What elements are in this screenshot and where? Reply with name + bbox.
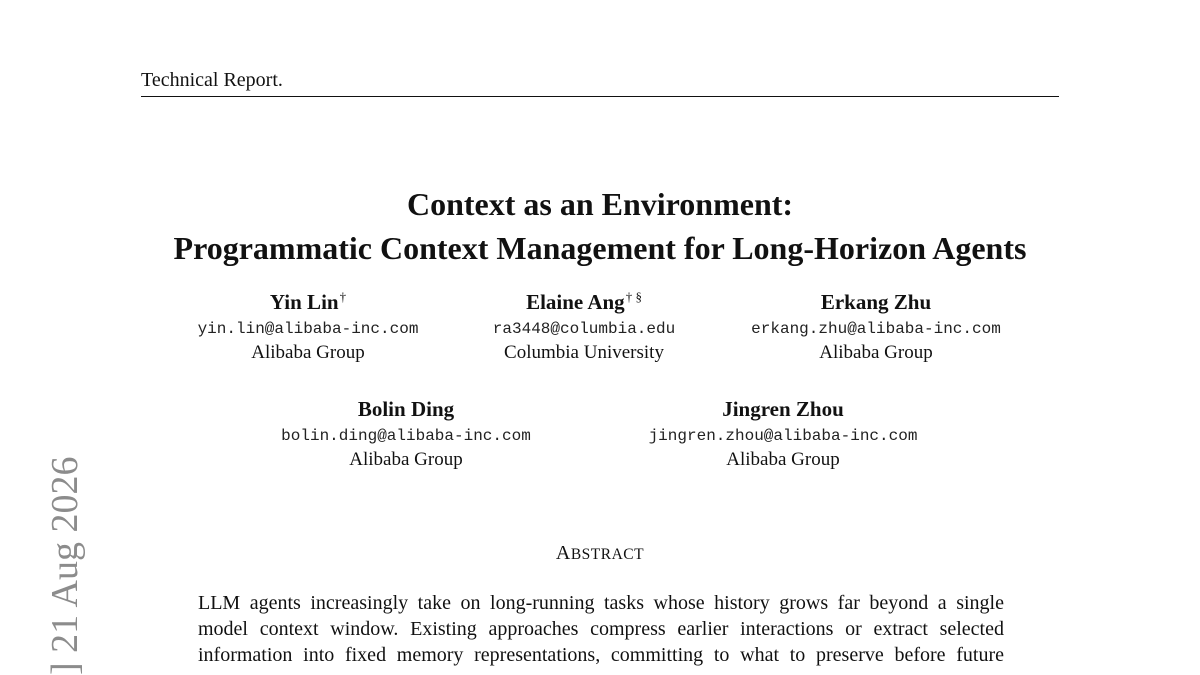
author-name: [246, 397, 566, 421]
author-name-text: Erkang Zhu: [820, 290, 932, 314]
author-email[interactable]: yin.lin@alibaba-inc.com: [197, 320, 419, 338]
author-footnote-marks: † §: [625, 289, 642, 304]
author-email[interactable]: jingren.zhou@alibaba-inc.com: [648, 427, 918, 445]
author-name: [623, 397, 943, 421]
arxiv-date-stamp: ] 21 Aug 2026: [44, 456, 86, 675]
abstract-heading: [0, 541, 1200, 567]
author-name-text: Elaine Ang: [526, 290, 625, 314]
running-header: Technical Report.: [141, 69, 283, 91]
abstract-heading-initial: A: [555, 542, 571, 564]
header-rule: [141, 96, 1059, 97]
abstract-body: [198, 590, 1004, 668]
paper-title-line-1: Context as an Environment:: [406, 186, 794, 222]
abstract-line: information into fixed memory representations, committing to what to preserve before future: [198, 644, 1004, 666]
author-email[interactable]: erkang.zhu@alibaba-inc.com: [751, 320, 1001, 338]
author-name: [716, 290, 1036, 314]
abstract-line: LLM agents increasingly take on long-running tasks whose history grows far beyond a single: [198, 592, 1004, 614]
author-block-bolin-ding: [246, 397, 566, 472]
author-affiliation: Alibaba Group: [819, 342, 933, 363]
author-affiliation: Columbia University: [504, 342, 664, 363]
abstract-heading-rest: BSTRACT: [570, 546, 645, 563]
author-affiliation: Alibaba Group: [349, 449, 463, 470]
author-affiliation: Alibaba Group: [726, 449, 840, 470]
author-name-text: Bolin Ding: [357, 397, 455, 421]
author-block-jingren-zhou: [623, 397, 943, 472]
author-block-yin-lin: [148, 290, 468, 365]
paper-title-line-2: Programmatic Context Management for Long-Horizon Agents: [173, 230, 1027, 266]
author-name-text: Jingren Zhou: [722, 397, 844, 421]
author-name: [424, 290, 744, 314]
author-email[interactable]: ra3448@columbia.edu: [492, 320, 676, 338]
author-name-text: Yin Lin: [269, 290, 339, 314]
author-name: [148, 290, 468, 314]
author-affiliation: Alibaba Group: [251, 342, 365, 363]
author-block-erkang-zhu: [716, 290, 1036, 365]
author-block-elaine-ang: [424, 290, 744, 365]
abstract-line: model context window. Existing approaches compress earlier interactions or extract selected: [198, 618, 1004, 640]
author-email[interactable]: bolin.ding@alibaba-inc.com: [281, 427, 531, 445]
author-footnote-marks: †: [339, 289, 347, 304]
